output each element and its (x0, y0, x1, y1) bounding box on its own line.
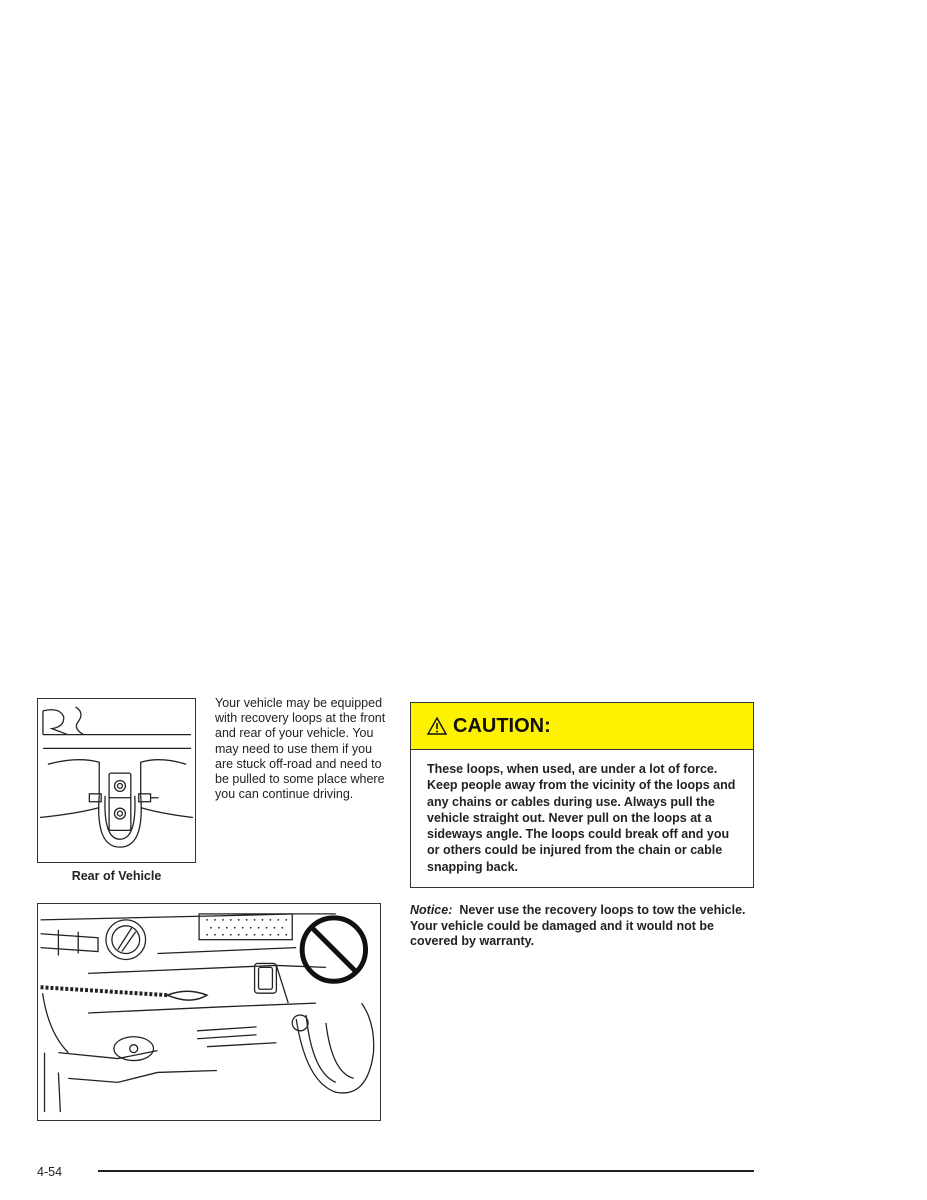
rear-loop-drawing (38, 699, 195, 862)
no-symbol-icon (302, 918, 365, 981)
caution-header (411, 703, 753, 750)
front-towing-illustration (37, 903, 381, 1121)
intro-paragraph: Your vehicle may be equipped with recovery loops at the front and rear of your vehicle. You may need to use them if you are stuck off-road and need to be pulled to some place where you can continue driving. (215, 696, 386, 802)
rear-loop-illustration (37, 698, 196, 863)
footer-rule (98, 1170, 754, 1172)
rear-figure-caption: Rear of Vehicle (71, 869, 162, 883)
caution-body: These loops, when used, are under a lot of force. Keep people away from the vicinity of the loops and any chains or cables during use. Always pull the vehicle straight out. Never pull on the loops at a sideways angle. The loops could break off and you or others could be injured from the chain or cable snapping back. (427, 762, 736, 874)
page-number: 4-54 (37, 1165, 63, 1179)
notice-text: Never use the recovery loops to tow the vehicle. Your vehicle could be damaged and it would not be covered by warranty. (410, 903, 746, 949)
front-towing-drawing (38, 904, 380, 1120)
caution-title: CAUTION: (453, 714, 551, 737)
caution-box (410, 702, 754, 888)
notice-label: Notice: (410, 903, 453, 917)
notice-paragraph (410, 903, 760, 950)
warning-triangle-icon (427, 717, 447, 735)
